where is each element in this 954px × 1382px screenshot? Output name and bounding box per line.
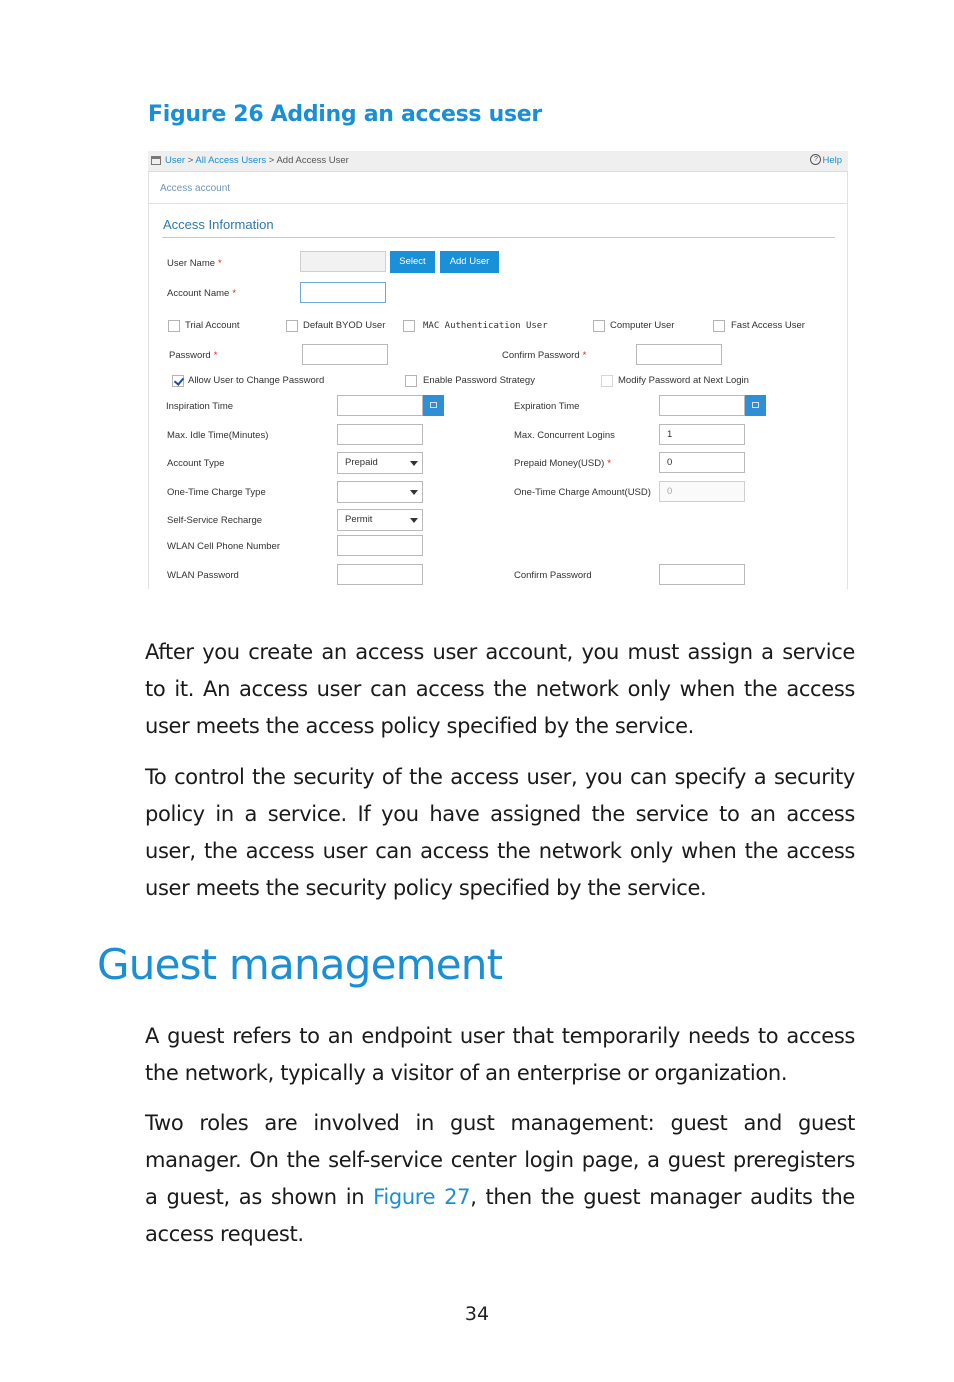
one-time-charge-amount-input[interactable]: 0 — [659, 481, 745, 502]
wlan-phone-label: WLAN Cell Phone Number — [167, 541, 280, 552]
paragraph-4 — [145, 1105, 855, 1253]
paragraph-1: After you create an access user account, you must assign a service to it. An access user can access the network only when the access user meets the access policy specified by the service. — [145, 640, 855, 738]
breadcrumb-sep: > — [187, 155, 194, 166]
section-title: Access Information — [163, 217, 274, 232]
mac-auth-checkbox[interactable] — [403, 320, 415, 332]
breadcrumb-user[interactable]: User — [165, 155, 186, 166]
self-service-recharge-value: Permit — [345, 514, 373, 525]
one-time-charge-type-select[interactable] — [337, 481, 423, 503]
tab-label: Access account — [160, 183, 231, 194]
help-label: Help — [822, 155, 842, 166]
account-type-label: Account Type — [167, 458, 225, 469]
calendar-icon[interactable] — [423, 395, 444, 416]
confirm-password-label — [502, 350, 586, 361]
paragraph-4-text: Two roles are involved in gust management: guest and guest manager. On the self-service center login page, a guest preregisters a guest, as shown in — [145, 1111, 855, 1209]
one-time-charge-type-label: One-Time Charge Type — [167, 487, 266, 498]
allow-change-password-label: Allow User to Change Password — [188, 375, 325, 386]
prepaid-money-input[interactable]: 0 — [659, 452, 745, 473]
account-name-text: Account Name — [167, 288, 230, 299]
one-time-charge-amount-label: One-Time Charge Amount(USD) — [514, 487, 651, 498]
panel-border-left — [148, 204, 149, 589]
figure-caption: Figure 26 Adding an access user — [148, 102, 542, 127]
wlan-confirm-password-label: Confirm Password — [514, 570, 592, 581]
chevron-down-icon — [410, 461, 418, 466]
max-idle-time-input[interactable] — [337, 424, 423, 445]
account-name-input[interactable] — [300, 282, 386, 303]
modify-password-checkbox[interactable] — [601, 375, 613, 387]
account-type-value: Prepaid — [345, 457, 378, 468]
breadcrumb — [148, 151, 848, 172]
page-number: 34 — [464, 1303, 490, 1325]
confirm-password-input[interactable] — [636, 344, 722, 365]
max-concurrent-logins-label: Max. Concurrent Logins — [514, 430, 615, 441]
password-text: Password — [169, 350, 211, 361]
wlan-confirm-password-input[interactable] — [659, 564, 745, 585]
computer-user-checkbox[interactable] — [593, 320, 605, 332]
expiration-time-label: Expiration Time — [514, 401, 580, 412]
screenshot-panel — [148, 151, 848, 589]
max-concurrent-logins-input[interactable]: 1 — [659, 424, 745, 445]
trial-account-label: Trial Account — [185, 320, 240, 331]
enable-password-strategy-label: Enable Password Strategy — [423, 375, 535, 386]
required-mark: * — [607, 458, 611, 469]
mac-auth-label: MAC Authentication User — [423, 321, 548, 331]
chevron-down-icon — [410, 490, 418, 495]
breadcrumb-sep: > — [268, 155, 275, 166]
account-name-label — [167, 288, 236, 299]
user-icon — [151, 156, 161, 165]
paragraph-4-text-end: , then the guest manager audits the access request. — [145, 1185, 855, 1246]
user-name-input[interactable] — [300, 251, 386, 272]
panel-border-right — [847, 204, 848, 589]
self-service-recharge-select[interactable] — [337, 509, 423, 531]
chevron-down-icon — [410, 518, 418, 523]
inspiration-time-input[interactable] — [337, 395, 423, 416]
computer-user-label: Computer User — [610, 320, 675, 331]
wlan-password-label: WLAN Password — [167, 570, 239, 581]
tab-access-account[interactable] — [148, 172, 848, 204]
confirm-password-text: Confirm Password — [502, 350, 580, 361]
trial-account-checkbox[interactable] — [168, 320, 180, 332]
fast-access-checkbox[interactable] — [713, 320, 725, 332]
figure-27-link[interactable]: Figure 27 — [373, 1185, 471, 1209]
breadcrumb-add-access-user: Add Access User — [276, 155, 349, 166]
allow-change-password-checkbox[interactable] — [172, 375, 184, 387]
help-link[interactable] — [810, 151, 842, 171]
section-heading: Guest management — [97, 940, 503, 989]
account-type-select[interactable] — [337, 452, 423, 474]
enable-password-strategy-checkbox[interactable] — [405, 375, 417, 387]
paragraph-2: To control the security of the access user, you can specify a security policy in a service. If you have assigned the service to an access user, the access user can access the network only when the access user meets the security policy specified by the service. — [145, 765, 855, 900]
help-icon: ? — [810, 154, 821, 165]
select-button[interactable]: Select — [390, 251, 435, 273]
wlan-password-input[interactable] — [337, 564, 423, 585]
prepaid-money-label — [514, 458, 611, 469]
prepaid-money-text: Prepaid Money(USD) — [514, 458, 605, 469]
password-input[interactable] — [302, 344, 388, 365]
default-byod-checkbox[interactable] — [286, 320, 298, 332]
wlan-phone-input[interactable] — [337, 535, 423, 556]
user-name-label — [167, 258, 222, 269]
required-mark: * — [218, 258, 222, 269]
self-service-recharge-label: Self-Service Recharge — [167, 515, 263, 526]
breadcrumb-all-access-users[interactable]: All Access Users — [195, 155, 267, 166]
password-label — [169, 350, 217, 361]
default-byod-label: Default BYOD User — [303, 320, 386, 331]
paragraph-3: A guest refers to an endpoint user that temporarily needs to access the network, typically a visitor of an enterprise or organization. — [145, 1024, 855, 1085]
required-mark: * — [213, 350, 218, 361]
fast-access-label: Fast Access User — [731, 320, 805, 331]
inspiration-time-label: Inspiration Time — [166, 401, 234, 412]
user-name-text: User Name — [167, 258, 216, 269]
modify-password-label: Modify Password at Next Login — [618, 375, 749, 386]
expiration-time-input[interactable] — [659, 395, 745, 416]
required-mark: * — [582, 350, 587, 361]
calendar-icon[interactable] — [745, 395, 766, 416]
section-divider — [162, 237, 835, 238]
add-user-button[interactable]: Add User — [440, 251, 499, 273]
required-mark: * — [232, 288, 237, 299]
max-idle-time-label: Max. Idle Time(Minutes) — [167, 430, 269, 441]
